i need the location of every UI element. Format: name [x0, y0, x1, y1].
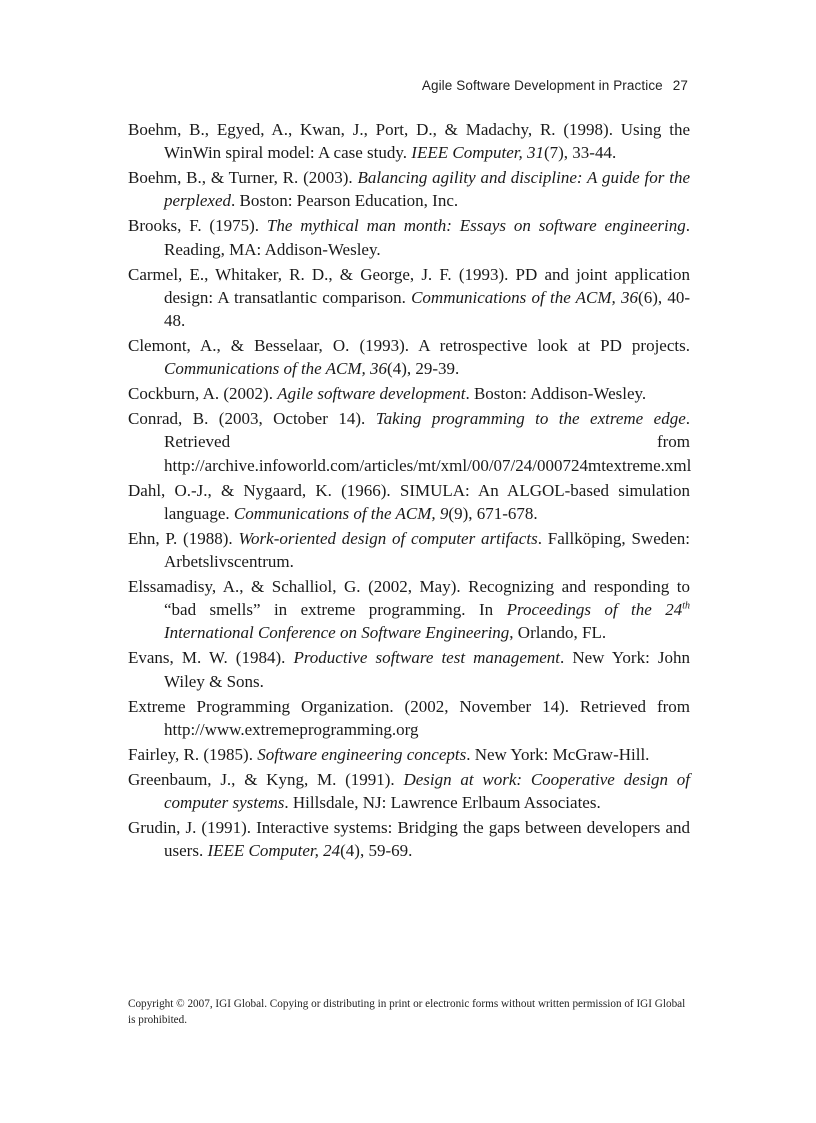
- reference-text: Brooks, F. (1975).: [128, 216, 267, 236]
- reference-entry: [128, 263, 690, 333]
- reference-text: Fairley, R. (1985).: [128, 744, 258, 764]
- reference-text: Extreme Programming Organization. (2002, November 14). Retrieved from http://www.extremeprogramming.org: [128, 696, 690, 739]
- reference-text: Ehn, P. (1988).: [128, 528, 239, 548]
- italic-text: Communications of the ACM, 36: [164, 359, 388, 379]
- reference-text: Evans, M. W. (1984).: [128, 648, 294, 668]
- reference-entry: [128, 575, 690, 645]
- reference-text: . Hillsdale, NJ: Lawrence Erlbaum Associates.: [284, 793, 601, 813]
- reference-entry: [128, 816, 690, 862]
- running-title: Agile Software Development in Practice: [421, 78, 663, 93]
- italic-text: Proceedings of the 24: [506, 600, 683, 620]
- italic-text: Agile software development: [277, 384, 466, 404]
- reference-entry: [128, 479, 690, 525]
- reference-entry: [128, 382, 690, 405]
- italic-text: Taking programming to the extreme edge: [375, 409, 686, 429]
- reference-text: . New York: John Wiley & Sons.: [164, 648, 690, 691]
- reference-entry: [128, 768, 690, 814]
- copyright-notice: Copyright © 2007, IGI Global. Copying or distributing in print or electronic forms without written permission of IGI Global is prohibited.: [128, 998, 686, 1026]
- reference-entry: [128, 214, 690, 260]
- reference-text: Grudin, J. (1991). Interactive systems: Bridging the gaps between developers and users.: [128, 818, 690, 861]
- reference-text: (6), 40-48.: [164, 287, 691, 331]
- reference-text: Carmel, E., Whitaker, R. D., & George, J. F. (1993). PD and joint application design: A transatlantic comparison.: [128, 264, 690, 307]
- reference-text: (7), 33-44.: [543, 143, 617, 163]
- reference-text: . Retrieved from http://archive.infoworld.com/articles/mt/xml/00/07/24/000724mtextreme.xml: [164, 409, 692, 475]
- reference-text: . Boston: Pearson Education, Inc.: [231, 191, 459, 211]
- italic-text: IEEE Computer, 31: [411, 143, 544, 163]
- italic-text: Software engineering concepts: [257, 744, 467, 764]
- reference-text: Boehm, B., Egyed, A., Kwan, J., Port, D., & Madachy, R. (1998). Using the WinWin spiral model: A case study.: [128, 120, 690, 163]
- reference-text: Conrad, B. (2003, October 14).: [128, 409, 376, 429]
- italic-text: Productive software test management: [293, 648, 560, 668]
- reference-entry: [128, 334, 690, 380]
- italic-text: IEEE Computer, 24: [207, 841, 341, 861]
- reference-text: Greenbaum, J., & Kyng, M. (1991).: [128, 769, 404, 789]
- reference-entry: [128, 527, 690, 573]
- reference-text: . Fallköping, Sweden: Arbetslivscentrum.: [164, 528, 691, 572]
- italic-text: Design at work: Cooperative design of computer systems: [164, 769, 690, 813]
- reference-entry: [128, 695, 690, 741]
- superscript-text: th: [682, 600, 691, 612]
- reference-text: Elssamadisy, A., & Schalliol, G. (2002, May). Recognizing and responding to “bad smells” in extreme programming. In: [128, 577, 690, 620]
- reference-list: [128, 118, 690, 864]
- italic-text: Work-oriented design of computer artifacts: [238, 528, 538, 548]
- reference-entry: [128, 407, 690, 477]
- reference-text: (9), 671-678.: [448, 503, 538, 523]
- reference-entry: [128, 166, 690, 212]
- reference-text: (4), 29-39.: [387, 359, 460, 379]
- reference-text: Dahl, O.-J., & Nygaard, K. (1966). SIMULA: An ALGOL-based simulation language.: [128, 480, 690, 523]
- reference-text: Boehm, B., & Turner, R. (2003).: [128, 168, 358, 188]
- reference-text: . Reading, MA: Addison-Wesley.: [164, 216, 690, 259]
- italic-text: The mythical man month: Essays on software engineering: [266, 216, 686, 236]
- reference-text: Cockburn, A. (2002).: [128, 384, 278, 404]
- italic-text: Communications of the ACM, 36: [411, 287, 639, 307]
- reference-entry: [128, 743, 690, 766]
- reference-text: . New York: McGraw-Hill.: [466, 744, 650, 764]
- italic-text: International Conference on Software Engineering: [164, 623, 510, 643]
- running-header: [422, 78, 688, 93]
- page-number: 27: [672, 78, 688, 93]
- reference-text: , Orlando, FL.: [509, 623, 607, 643]
- reference-entry: [128, 646, 690, 692]
- italic-text: Balancing agility and discipline: A guide for the perplexed: [164, 168, 690, 211]
- reference-text: Clemont, A., & Besselaar, O. (1993). A retrospective look at PD projects.: [128, 336, 690, 356]
- reference-entry: [128, 118, 690, 164]
- italic-text: Communications of the ACM, 9: [233, 503, 449, 523]
- reference-text: . Boston: Addison-Wesley.: [465, 384, 647, 404]
- reference-text: (4), 59-69.: [340, 841, 413, 861]
